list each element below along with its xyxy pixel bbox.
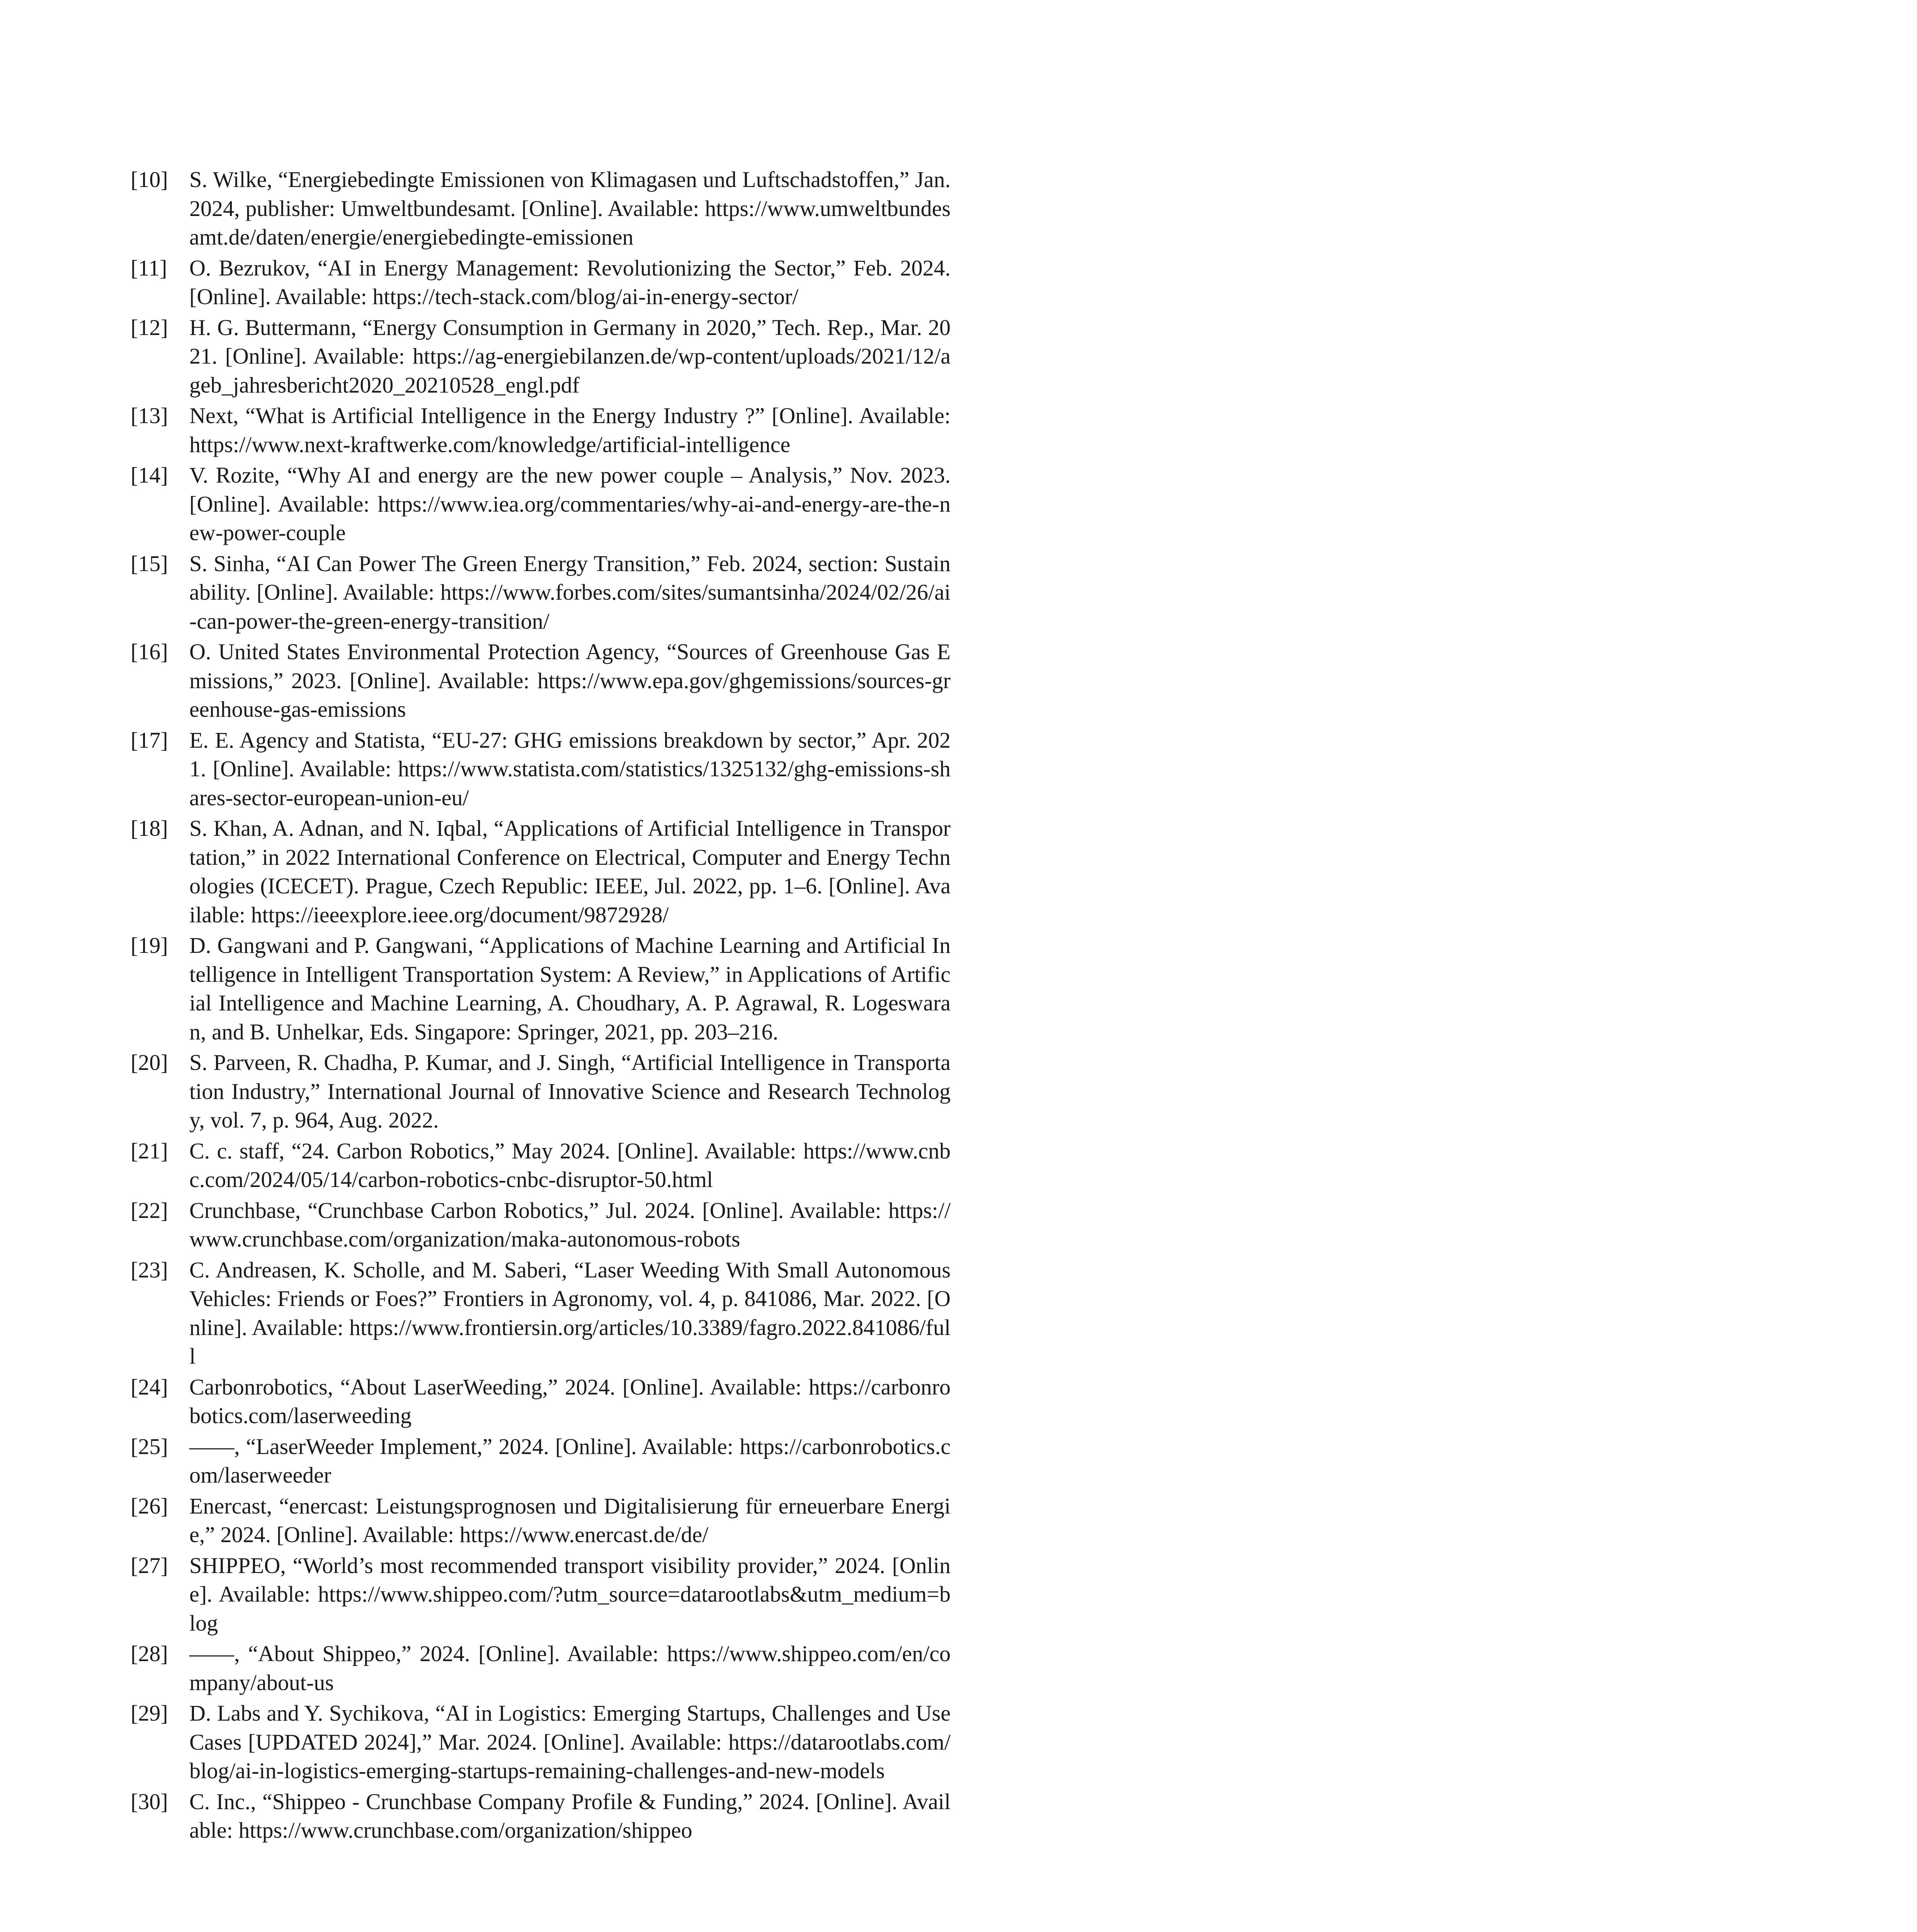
reference-item xyxy=(131,1787,951,1845)
reference-number: [30] xyxy=(131,1789,168,1814)
reference-text: E. E. Agency and Statista, “EU-27: GHG emissions breakdown by sector,” Apr. 2021. [Online]. Available: https://www.statista.com/statistics/1325132/ghg-emissions-shares-sector-european-union-eu/ xyxy=(189,727,951,810)
reference-item xyxy=(131,1196,951,1254)
reference-item xyxy=(131,549,951,636)
reference-item xyxy=(131,401,951,459)
reference-item xyxy=(131,1048,951,1135)
reference-text: Next, “What is Artificial Intelligence in the Energy Industry ?” [Online]. Available: https://www.next-kraftwerke.com/knowledge/artificial-intelligence xyxy=(189,403,951,457)
reference-number: [10] xyxy=(131,167,168,192)
reference-number: [23] xyxy=(131,1257,168,1282)
reference-item xyxy=(131,1639,951,1697)
reference-text: D. Gangwani and P. Gangwani, “Applications of Machine Learning and Artificial Intelligence in Intelligent Transportation System: A Review,” in Applications of Artificial Intelligence and Machine Learning, A. Choudhary, A. P. Agrawal, R. Logeswaran, and B. Unhelkar, Eds. Singapore: Springer, 2021, pp. 203–216. xyxy=(189,933,951,1044)
reference-number: [21] xyxy=(131,1138,168,1163)
reference-item xyxy=(131,726,951,813)
reference-number: [25] xyxy=(131,1434,168,1459)
reference-text: C. Inc., “Shippeo - Crunchbase Company Profile & Funding,” 2024. [Online]. Available: https://www.crunchbase.com/organization/shippeo xyxy=(189,1789,951,1843)
reference-number: [26] xyxy=(131,1493,168,1519)
reference-item xyxy=(131,313,951,400)
reference-item xyxy=(131,1256,951,1371)
reference-text: Enercast, “enercast: Leistungsprognosen und Digitalisierung für erneuerbare Energie,” 2024. [Online]. Available: https://www.enercast.de/de/ xyxy=(189,1493,951,1547)
reference-text: ——, “About Shippeo,” 2024. [Online]. Available: https://www.shippeo.com/en/company/about-us xyxy=(189,1641,951,1695)
reference-item xyxy=(131,1432,951,1490)
reference-number: [13] xyxy=(131,403,168,428)
reference-item xyxy=(131,461,951,548)
reference-text: Carbonrobotics, “About LaserWeeding,” 2024. [Online]. Available: https://carbonrobotics.com/laserweeding xyxy=(189,1374,951,1428)
reference-text: V. Rozite, “Why AI and energy are the new power couple – Analysis,” Nov. 2023. [Online]. Available: https://www.iea.org/commentaries/why-ai-and-energy-are-the-new-power-couple xyxy=(189,463,951,545)
reference-text: D. Labs and Y. Sychikova, “AI in Logistics: Emerging Startups, Challenges and Use Cases [UPDATED 2024],” Mar. 2024. [Online]. Available: https://datarootlabs.com/blog/ai-in-logistics-emerging-startups-remaining-challenges-and-new-models xyxy=(189,1701,951,1783)
reference-text: C. c. staff, “24. Carbon Robotics,” May 2024. [Online]. Available: https://www.cnbc.com/2024/05/14/carbon-robotics-cnbc-disruptor-50.html xyxy=(189,1138,951,1192)
reference-text: H. G. Buttermann, “Energy Consumption in Germany in 2020,” Tech. Rep., Mar. 2021. [Online]. Available: https://ag-energiebilanzen.de/wp-content/uploads/2021/12/ageb_jahresbericht2020_20210528_engl.pdf xyxy=(189,315,951,398)
reference-number: [28] xyxy=(131,1641,168,1666)
reference-item xyxy=(131,931,951,1046)
reference-number: [14] xyxy=(131,463,168,488)
reference-text: S. Sinha, “AI Can Power The Green Energy Transition,” Feb. 2024, section: Sustainability. [Online]. Available: https://www.forbes.com/sites/sumantsinha/2024/02/26/ai-can-power-the-green-energy-transition/ xyxy=(189,551,951,634)
reference-text: O. United States Environmental Protection Agency, “Sources of Greenhouse Gas Emissions,” 2023. [Online]. Available: https://www.epa.gov/ghgemissions/sources-greenhouse-gas-emissions xyxy=(189,639,951,722)
reference-number: [11] xyxy=(131,255,167,281)
reference-text: S. Parveen, R. Chadha, P. Kumar, and J. Singh, “Artificial Intelligence in Transportation Industry,” International Journal of Innovative Science and Research Technology, vol. 7, p. 964, Aug. 2022. xyxy=(189,1050,951,1133)
reference-item xyxy=(131,165,951,252)
reference-item xyxy=(131,1551,951,1638)
reference-number: [22] xyxy=(131,1197,168,1223)
reference-item xyxy=(131,1373,951,1430)
reference-text: SHIPPEO, “World’s most recommended transport visibility provider,” 2024. [Online]. Available: https://www.shippeo.com/?utm_source=datarootlabs&utm_medium=blog xyxy=(189,1553,951,1636)
reference-number: [29] xyxy=(131,1701,168,1726)
reference-item xyxy=(131,638,951,724)
reference-text: C. Andreasen, K. Scholle, and M. Saberi, “Laser Weeding With Small Autonomous Vehicles: Friends or Foes?” Frontiers in Agronomy, vol. 4, p. 841086, Mar. 2022. [Online]. Available: https://www.frontiersin.org/articles/10.3389/fagro.2022.841086/full xyxy=(189,1257,951,1369)
reference-item xyxy=(131,814,951,929)
reference-number: [12] xyxy=(131,315,168,340)
reference-number: [24] xyxy=(131,1374,168,1400)
reference-text: S. Wilke, “Energiebedingte Emissionen von Klimagasen und Luftschadstoffen,” Jan. 2024, publisher: Umweltbundesamt. [Online]. Available: https://www.umweltbundesamt.de/daten/energie/energiebedingte-emissionen xyxy=(189,167,951,250)
reference-number: [20] xyxy=(131,1050,168,1075)
reference-text: Crunchbase, “Crunchbase Carbon Robotics,” Jul. 2024. [Online]. Available: https://www.crunchbase.com/organization/maka-autonomous-robots xyxy=(189,1197,951,1252)
reference-number: [17] xyxy=(131,727,168,753)
reference-number: [15] xyxy=(131,551,168,576)
reference-number: [27] xyxy=(131,1553,168,1578)
reference-number: [18] xyxy=(131,816,168,841)
reference-item xyxy=(131,1492,951,1549)
reference-number: [16] xyxy=(131,639,168,664)
reference-text: ——, “LaserWeeder Implement,” 2024. [Online]. Available: https://carbonrobotics.com/laserweeder xyxy=(189,1434,951,1488)
reference-number: [19] xyxy=(131,933,168,958)
reference-list xyxy=(131,165,951,1847)
reference-item xyxy=(131,1137,951,1194)
reference-item xyxy=(131,1699,951,1786)
reference-text: S. Khan, A. Adnan, and N. Iqbal, “Applications of Artificial Intelligence in Transportation,” in 2022 International Conference on Electrical, Computer and Energy Technologies (ICECET). Prague, Czech Republic: IEEE, Jul. 2022, pp. 1–6. [Online]. Available: https://ieeexplore.ieee.org/document/9872928/ xyxy=(189,816,951,927)
reference-item xyxy=(131,254,951,311)
reference-text: O. Bezrukov, “AI in Energy Management: Revolutionizing the Sector,” Feb. 2024. [Online]. Available: https://tech-stack.com/blog/ai-in-energy-sector/ xyxy=(189,255,951,309)
